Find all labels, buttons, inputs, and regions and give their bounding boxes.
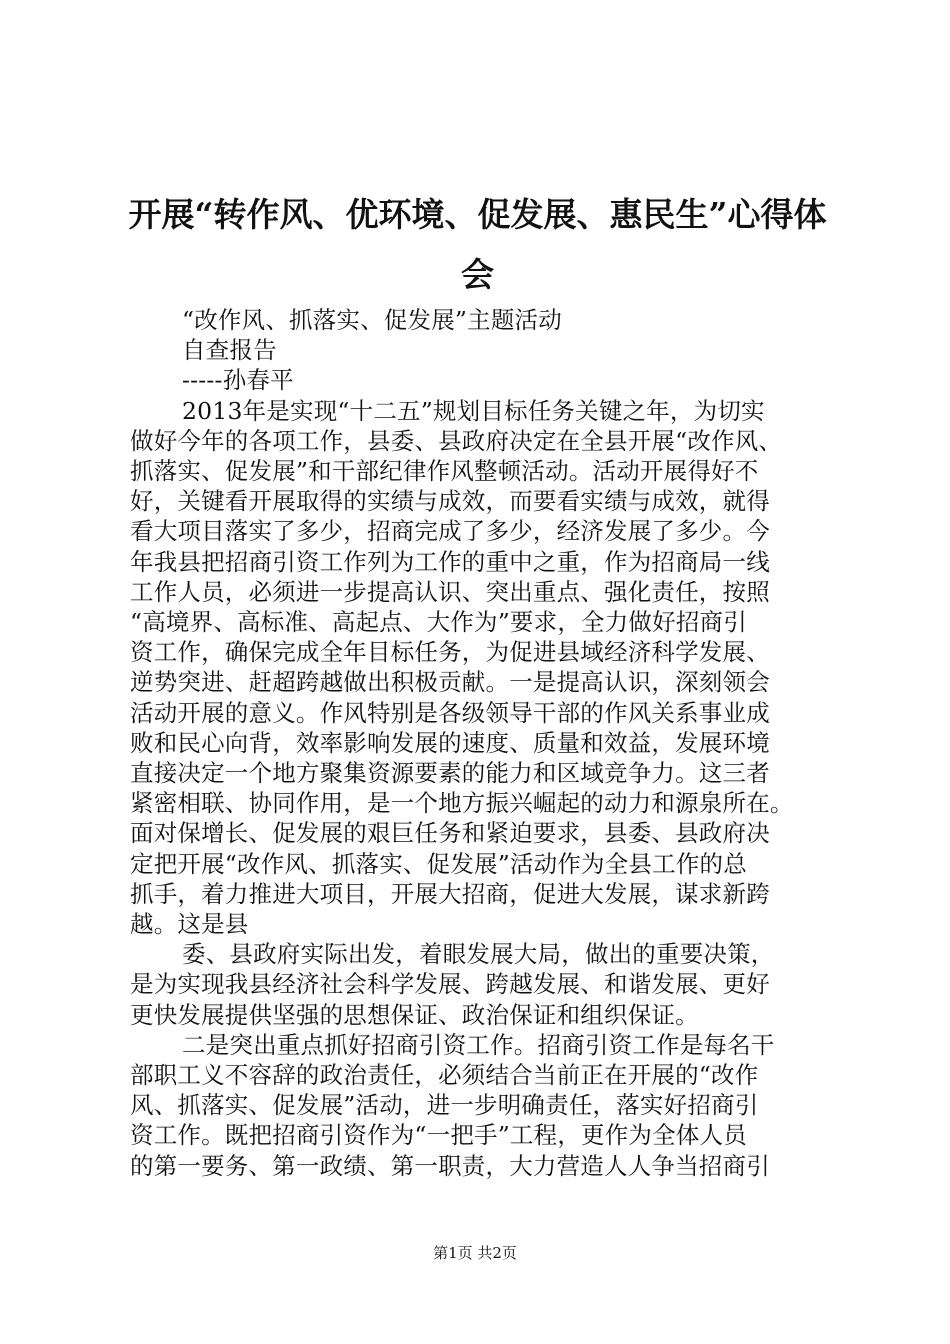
body-line: “高境界、高标准、高起点、大作为”要求，全力做好招商引 (130, 608, 747, 636)
body-line: 紧密相联、协同作用，是一个地方振兴崛起的动力和源泉所在。 (130, 789, 794, 818)
body-line: 活动开展的意义。作风特别是各级领导干部的作风关系事业成 (130, 698, 770, 727)
body-line: 的第一要务、第一政绩、第一职责，大力营造人人争当招商引 (130, 1151, 770, 1180)
body-line: 部职工义不容辞的政治责任，必须结合当前正在开展的“改作 (130, 1061, 759, 1089)
body-line: 委、县政府实际出发，着眼发展大局，做出的重要决策， (182, 940, 775, 969)
body-line: 好，关键看开展取得的实绩与成效，而要看实绩与成效，就得 (130, 487, 770, 516)
body-line: 面对保增长、促发展的艰巨任务和紧迫要求，县委、县政府决 (130, 819, 770, 848)
body-line: 更快发展提供坚强的思想保证、政治保证和组织保证。 (130, 1000, 699, 1029)
body-line: 资工作。既把招商引资作为“一把手”工程，更作为全体人员 (130, 1121, 747, 1150)
body-line: 二是突出重点抓好招商引资工作。招商引资工作是每名干 (182, 1030, 775, 1059)
body-line: 做好今年的各项工作，县委、县政府决定在全县开展“改作风、 (130, 426, 783, 455)
body-line: 越。这是县 (130, 910, 249, 938)
body-line: 抓手，着力推进大项目，开展大招商，促进大发展，谋求新跨 (130, 879, 770, 908)
body-line: -----孙春平 (182, 366, 294, 395)
page-footer: 第1页 共2页 (433, 1244, 517, 1262)
body-line: 定把开展“改作风、抓落实、促发展”活动作为全县工作的总 (130, 849, 747, 878)
body-line: 是为实现我县经济社会科学发展、跨越发展、和谐发展、更好 (130, 970, 770, 999)
body-line: 风、抓落实、促发展”活动，进一步明确责任，落实好招商引 (130, 1091, 759, 1120)
body-line: 工作人员，必须进一步提高认识、突出重点、强化责任，按照 (130, 577, 770, 606)
body-line: “改作风、抓落实、促发展”主题活动 (182, 306, 562, 334)
body-line: 败和民心向背，效率影响发展的速度、质量和效益，发展环境 (130, 728, 770, 757)
body-line: 直接决定一个地方聚集资源要素的能力和区域竞争力。这三者 (130, 759, 770, 787)
body-line: 2013年是实现“十二五”规划目标任务关键之年，为切实 (182, 396, 765, 425)
body-line: 年我县把招商引资工作列为工作的重中之重，作为招商局一线 (130, 547, 770, 576)
body-line: 看大项目落实了多少，招商完成了多少，经济发展了多少。今 (130, 517, 770, 546)
page-title: 开展“转作风、优环境、促发展、惠民生”心得体会 (128, 195, 827, 294)
body-line: 抓落实、促发展”和干部纪律作风整顿活动。活动开展得好不 (130, 457, 759, 485)
body-line: 逆势突进、赶超跨越做出积极贡献。一是提高认识，深刻领会 (130, 668, 770, 697)
body-line: 资工作，确保完成全年目标任务，为促进县域经济科学发展、 (130, 638, 770, 667)
body-line: 自查报告 (182, 336, 277, 365)
